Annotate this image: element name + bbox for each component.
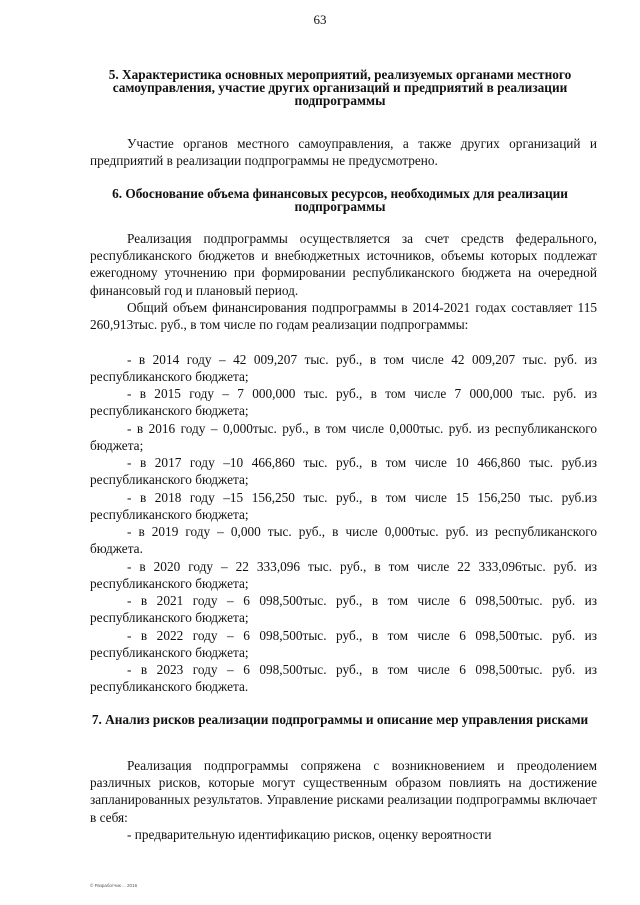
year-item: - в 2021 году – 6 098,500тыс. руб., в том числе 6 098,500тыс. руб. из республиканского бюджета; [90, 593, 597, 626]
footer-note: © Разработчик ... 2016 [90, 883, 138, 888]
section-7-heading: 7. Анализ рисков реализации подпрограммы и описание мер управления рисками [91, 712, 589, 727]
section-5-heading: 5. Характеристика основных мероприятий, реализуемых органами местного самоуправления, участие других организаций и предприятий в реализации подпрограммы [108, 67, 572, 108]
year-item: - в 2020 году – 22 333,096 тыс. руб., в том числе 22 333,096тыс. руб. из республиканского бюджета; [90, 559, 597, 592]
year-item: - в 2023 году – 6 098,500тыс. руб., в том числе 6 098,500тыс. руб. из республиканского бюджета. [90, 662, 597, 695]
year-item: - в 2015 году – 7 000,000 тыс. руб., в том числе 7 000,000 тыс. руб. из республиканского бюджета; [90, 386, 597, 419]
year-item: - в 2018 году –15 156,250 тыс. руб., в том числе 15 156,250 тыс. руб.из республиканского бюджета; [90, 490, 597, 523]
page-number: 63 [313, 12, 327, 27]
year-item: - в 2017 году –10 466,860 тыс. руб., в том числе 10 466,860 тыс. руб.из республиканского бюджета; [90, 455, 597, 488]
section-5-text: Участие органов местного самоуправления, а также других организаций и предприятий в реализации подпрограммы не предусмотрено. [90, 136, 597, 169]
year-item: - в 2016 году – 0,000тыс. руб., в том числе 0,000тыс. руб. из республиканского бюджета; [90, 421, 597, 454]
year-item: - в 2014 году – 42 009,207 тыс. руб., в том числе 42 009,207 тыс. руб. из республиканского бюджета; [90, 352, 597, 385]
section-6-heading: 6. Обоснование объема финансовых ресурсов, необходимых для реализации подпрограммы [112, 186, 568, 214]
year-item: - в 2022 году – 6 098,500тыс. руб., в том числе 6 098,500тыс. руб. из республиканского бюджета; [90, 628, 597, 661]
section-7-intro: Реализация подпрограммы сопряжена с возникновением и преодолением различных рисков, которые могут существенным образом повлиять на достижение запланированных результатов. Управление рисками реализации подпрограммы включает в себя: [90, 758, 597, 825]
section-6-total: Общий объем финансирования подпрограммы в 2014-2021 годах составляет 115 260,913тыс. руб., в том числе по годам реализации подпрограммы: [90, 300, 597, 333]
section-7-item: - предварительную идентификацию рисков, оценку вероятности [127, 827, 492, 842]
section-6-intro: Реализация подпрограммы осуществляется за счет средств федерального, республиканского бюджетов и внебюджетных источников, объемы которых подлежат ежегодному уточнению при формировании республиканского бюджета на очередной финансовый год и плановый период. [90, 231, 597, 298]
year-item: - в 2019 году – 0,000 тыс. руб., в числе 0,000тыс. руб. из республиканского бюджета. [90, 524, 597, 557]
